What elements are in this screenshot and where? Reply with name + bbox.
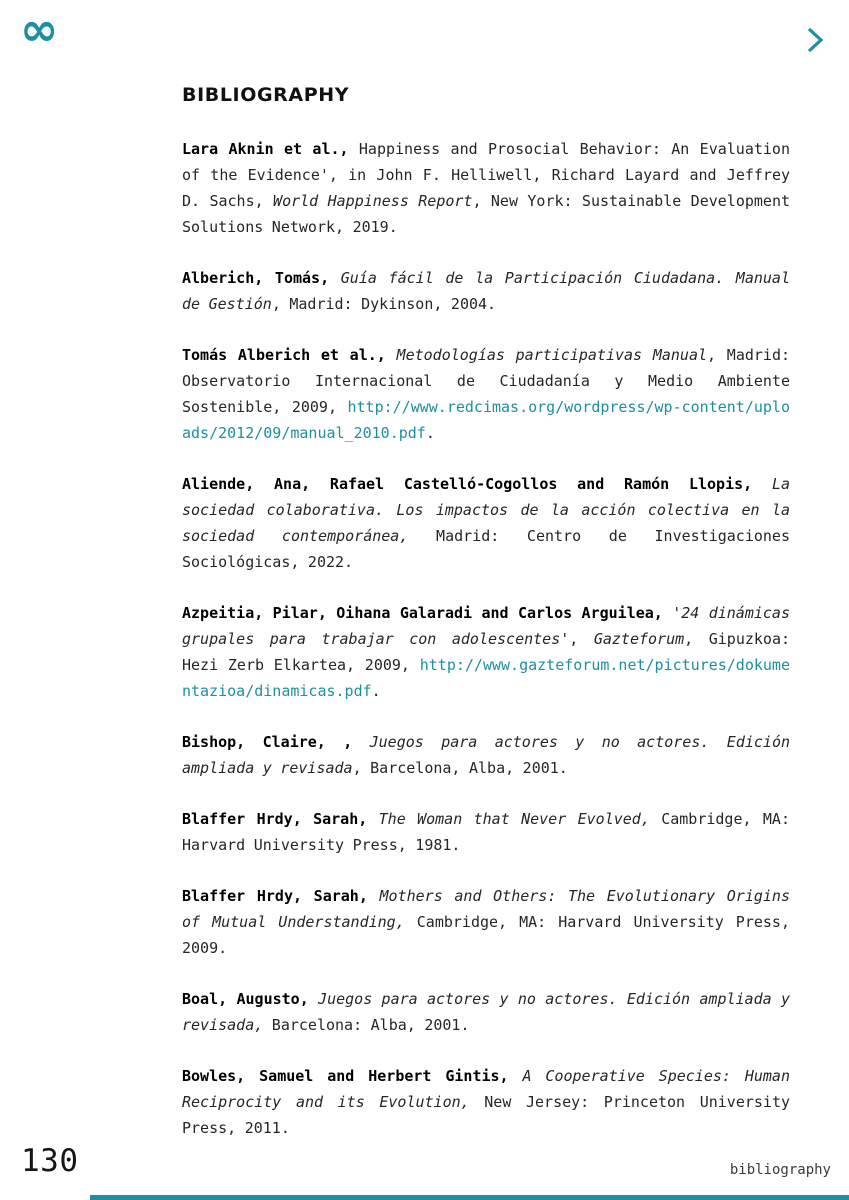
page-edge-accent-bar xyxy=(90,1195,849,1200)
entry-author: Tomás Alberich et al., xyxy=(182,346,397,364)
entry-text: , Madrid: Dykinson, 2004. xyxy=(271,295,497,313)
entry-author: Boal, Augusto, xyxy=(182,990,319,1008)
entry-text: Madrid: Centro de Investigaciones Sociológicas, 2022. xyxy=(182,527,790,571)
bibliography-entry xyxy=(182,600,790,704)
entry-text: . xyxy=(371,682,381,700)
bibliography-entry xyxy=(182,136,790,240)
entry-work-title: The Woman that Never Evolved, xyxy=(378,810,650,828)
entry-work-title: Juegos para actores y no actores. Edición ampliada y revisada, xyxy=(182,990,790,1034)
entry-text: Cambridge, MA: Harvard University Press, 2009. xyxy=(182,913,790,957)
entry-author: Alberich, Tomás, xyxy=(182,269,341,287)
entry-link[interactable]: http://www.redcimas.org/wordpress/wp-content/uploads/2012/09/manual_2010.pdf xyxy=(182,398,790,442)
bibliography-entry xyxy=(182,342,790,446)
entry-work-title: Mothers and Others: The Evolutionary Origins of Mutual Understanding, xyxy=(182,887,790,931)
page-title: BIBLIOGRAPHY xyxy=(182,84,350,106)
entry-work-title: Metodologías participativas Manual xyxy=(396,346,708,364)
chevron-right-icon[interactable] xyxy=(806,26,824,54)
page-number: 130 xyxy=(21,1143,79,1179)
bibliography-entry xyxy=(182,729,790,781)
content-column xyxy=(182,84,790,1166)
infinity-logo-icon: ∞ xyxy=(20,2,57,56)
bibliography-entry xyxy=(182,806,790,858)
entry-author: Bishop, Claire, , xyxy=(182,733,370,751)
entry-text: , New York: Sustainable Development Solutions Network, 2019. xyxy=(182,192,791,236)
entry-work-title: La sociedad colaborativa. Los impactos de la acción colectiva en la sociedad contemporánea, xyxy=(182,475,790,545)
entry-work-title: '24 dinámicas grupales para trabajar con adolescentes' xyxy=(182,604,790,648)
bibliography-entry xyxy=(182,471,790,575)
bibliography-entry xyxy=(182,883,790,961)
entry-text: Barcelona: Alba, 2001. xyxy=(263,1016,470,1034)
bibliography-entry xyxy=(182,265,790,317)
entry-author: Blaffer Hrdy, Sarah, xyxy=(182,810,379,828)
entry-work-title: World Happiness Report xyxy=(273,192,473,210)
entry-work-title: Juegos para actores y no actores. Edición ampliada y revisada xyxy=(182,733,791,777)
entry-work-title: Gazteforum xyxy=(593,630,685,648)
bibliography-entry xyxy=(182,1063,790,1141)
bibliography-entry xyxy=(182,986,790,1038)
entry-text: New Jersey: Princeton University Press, 2011. xyxy=(182,1093,790,1137)
entry-text: Cambridge, MA: Harvard University Press, 1981. xyxy=(182,810,790,854)
entry-text: , xyxy=(569,630,594,648)
entry-work-title: A Cooperative Species: Human Reciprocity and its Evolution, xyxy=(182,1067,790,1111)
entry-text: , Madrid: Observatorio Internacional de Ciudadanía y Medio Ambiente Sostenible, 2009, xyxy=(182,346,791,416)
entry-author: Azpeitia, Pilar, Oihana Galaradi and Carlos Arguilea, xyxy=(182,604,673,622)
entry-author: Lara Aknin et al., xyxy=(182,140,359,158)
entry-link[interactable]: http://www.gazteforum.net/pictures/dokumentazioa/dinamicas.pdf xyxy=(182,656,790,700)
entry-author: Bowles, Samuel and Herbert Gintis, xyxy=(182,1067,523,1085)
bibliography-list xyxy=(182,136,790,1141)
entry-text: Happiness and Prosocial Behavior: An Evaluation of the Evidence', in John F. Helliwell, Richard Layard and Jeffrey D. Sachs, xyxy=(182,140,790,210)
footer-section-label: bibliography xyxy=(729,1162,831,1178)
entry-text: , Barcelona, Alba, 2001. xyxy=(352,759,568,777)
entry-text: . xyxy=(425,424,435,442)
entry-work-title: Guía fácil de la Participación Ciudadana. Manual de Gestión xyxy=(182,269,790,313)
entry-author: Blaffer Hrdy, Sarah, xyxy=(182,887,380,905)
entry-author: Aliende, Ana, Rafael Castelló-Cogollos and Ramón Llopis, xyxy=(182,475,772,493)
entry-text: , Gipuzkoa: Hezi Zerb Elkartea, 2009, xyxy=(182,630,791,674)
